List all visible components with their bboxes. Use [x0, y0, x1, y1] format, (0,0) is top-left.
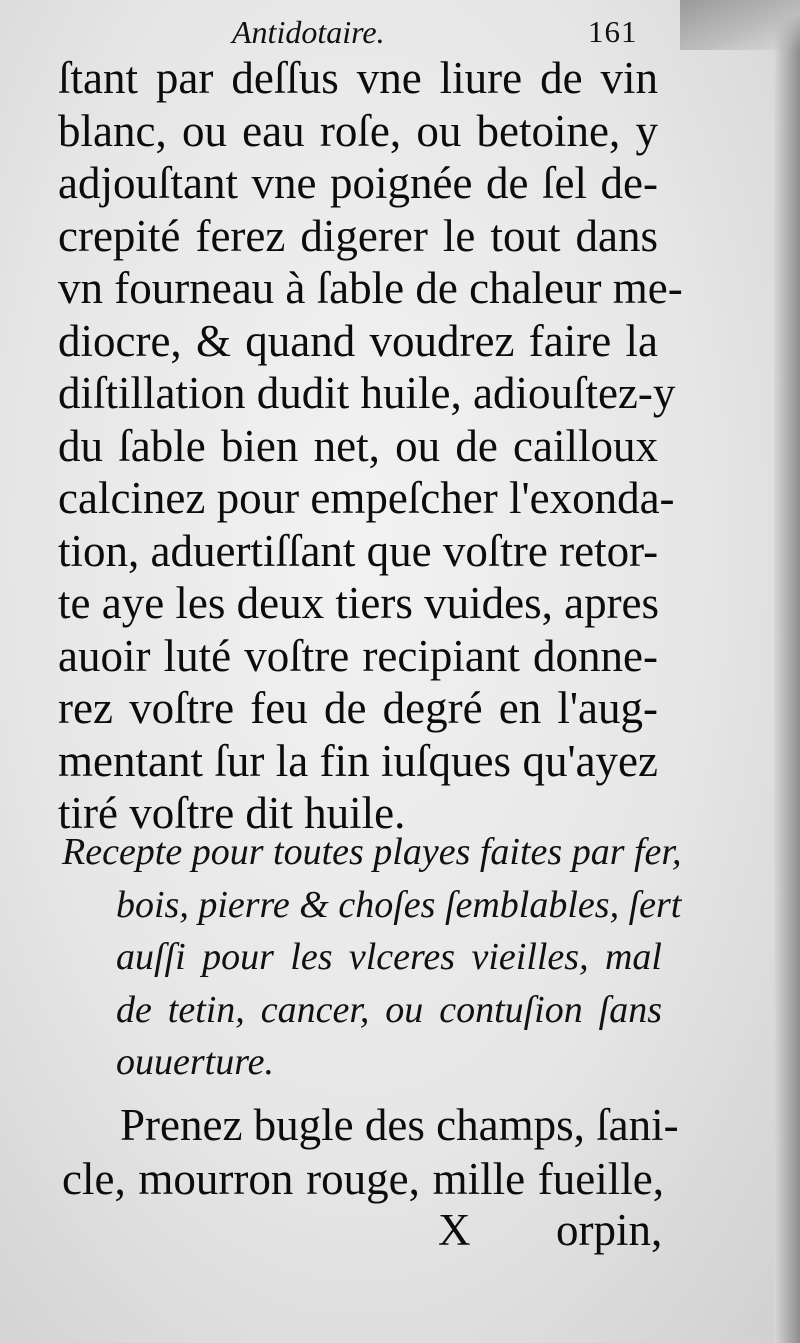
- text-line: cle, mourron rouge, mille fueille,: [62, 1154, 664, 1204]
- text-line: crepité ferez digerer le tout dans: [58, 210, 658, 261]
- text-line: te aye les deux tiers vuides, apres: [58, 578, 660, 628]
- heading-line: de tetin, cancer, ou contuſion ſans: [116, 988, 662, 1031]
- text-line: tiré voſtre dit huile.: [58, 788, 406, 838]
- text-line: rez voſtre feu de degré en l'aug-: [58, 683, 658, 733]
- running-head: Antidotaire.: [232, 14, 385, 50]
- page-number: 161: [588, 14, 638, 49]
- text-line: ſtant par deſſus vne liure de vin: [58, 53, 658, 103]
- signature-mark: X: [438, 1205, 471, 1255]
- heading-line: ouuerture.: [116, 1041, 274, 1083]
- text-line: diocre, & quand voudrez faire la: [58, 315, 658, 366]
- text-line: auoir luté voſtre recipiant donne-: [58, 630, 658, 681]
- heading-line: Recepte pour toutes playes faites par fer,: [62, 831, 682, 873]
- text-line: blanc, ou eau roſe, ou betoine, y: [58, 105, 658, 156]
- text-line: Prenez bugle des champs, ſani-: [120, 1100, 679, 1150]
- text-line: vn fourneau à ſable de chaleur me-: [58, 263, 683, 313]
- page-footer: [0, 1204, 800, 1256]
- page-edge-shadow: [774, 0, 800, 1343]
- page-header: [0, 14, 800, 54]
- catchword: orpin,: [556, 1205, 663, 1255]
- paragraph-continued: [58, 52, 683, 840]
- recipe-heading: [62, 826, 682, 1089]
- text-line: adjouſtant vne poignée de ſel de-: [58, 158, 658, 208]
- heading-line: bois, pierre & choſes ſemblables, ſert: [116, 883, 682, 926]
- text-line: du ſable bien net, ou de cailloux: [58, 420, 658, 471]
- heading-line: auſſi pour les vlceres vieilles, mal: [116, 936, 662, 978]
- text-line: mentant ſur la fin iuſques qu'ayez: [58, 735, 658, 786]
- text-line: tion, aduertiſſant que voſtre retor-: [58, 525, 659, 576]
- text-line: calcinez pour empeſcher l'exonda-: [58, 473, 675, 523]
- text-line: diſtillation dudit huile, adiouſtez-y: [58, 368, 676, 418]
- recipe-paragraph: [62, 1098, 679, 1206]
